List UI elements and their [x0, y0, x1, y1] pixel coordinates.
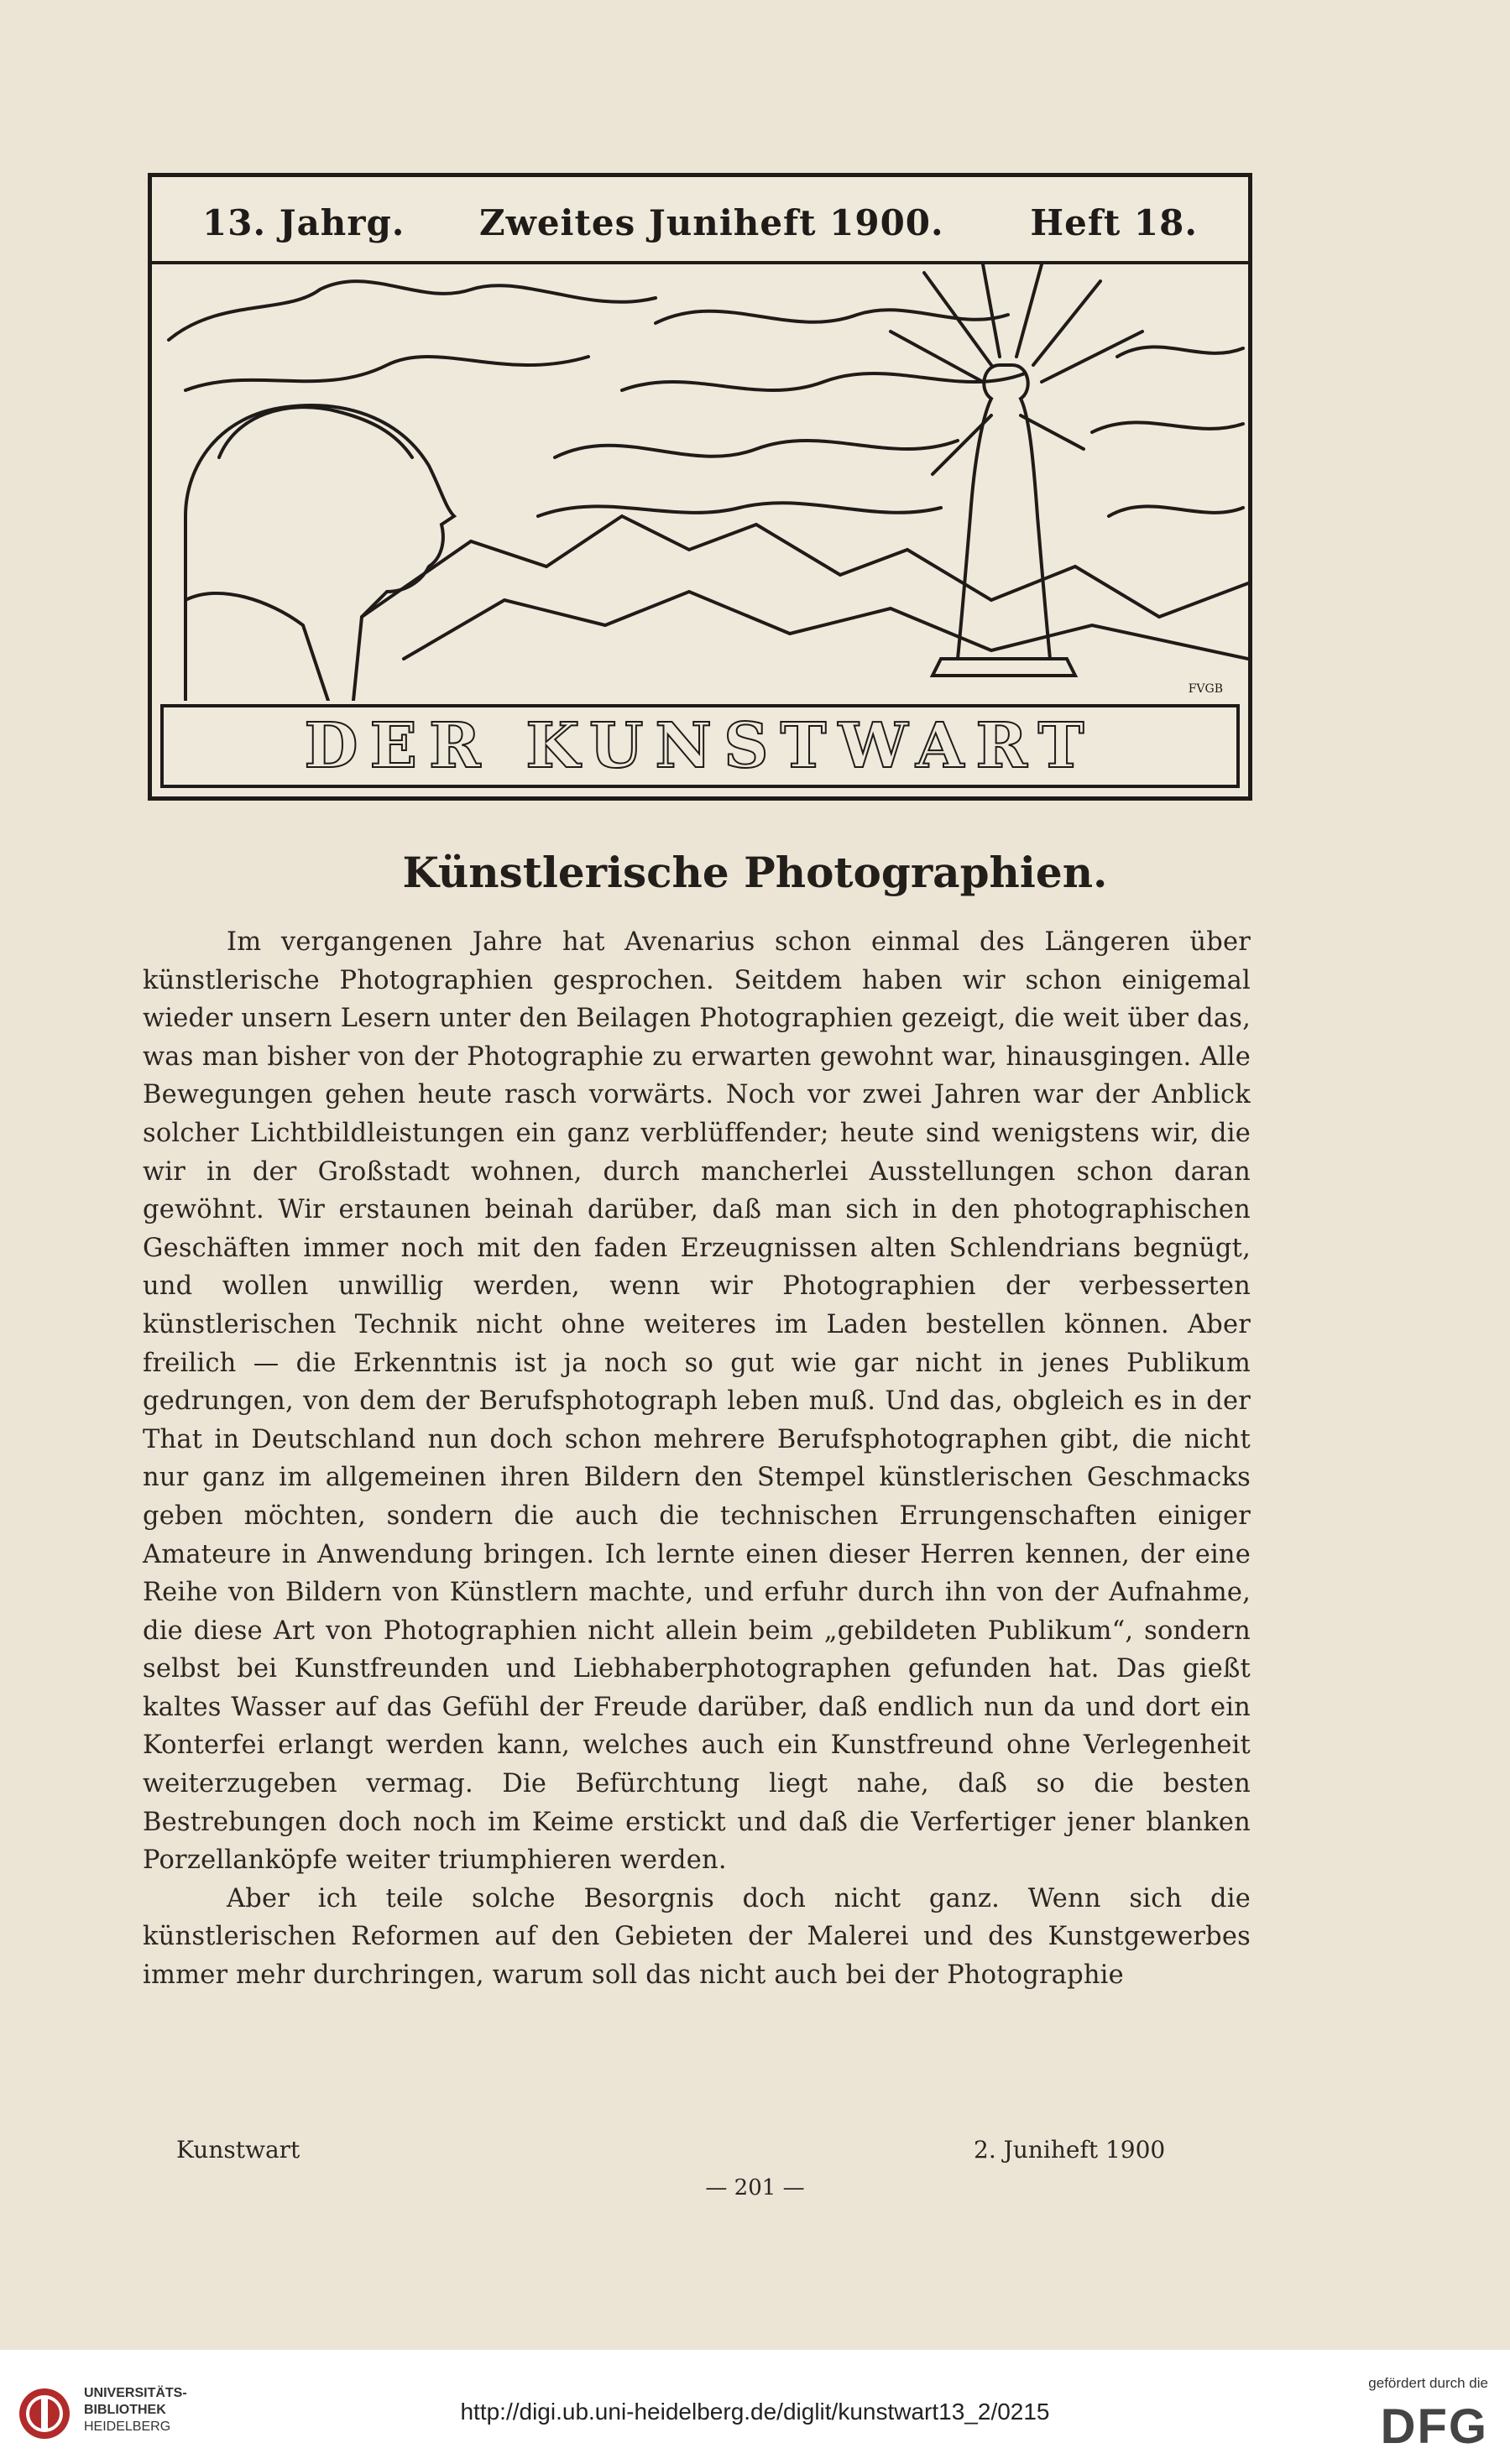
mountain-range: [404, 592, 1248, 659]
cloud-line: [185, 357, 588, 390]
masthead-illustration: [152, 264, 1248, 701]
permalink-url[interactable]: http://digi.ub.uni-heidelberg.de/diglit/kunstwart13_2/0215: [460, 2399, 1050, 2425]
article-paragraph: Im vergangenen Jahre hat Avenarius schon einmal des Längeren über künstlerische Photographien gesprochen. Seitdem haben wir schon einigemal wieder unsern Lesern unter den Beilagen Photographien gezeigt, die weit über das, was man bisher von der Photographie zu erwarten gewohnt war, hinausgingen. Alle Bewegungen gehen heute rasch vorwärts. Noch vor zwei Jahren war der Anblick solcher Lichtbildleistungen ein ganz verblüffender; heute sind wenigstens wir, die wir in der Großstadt wohnen, durch mancherlei Ausstellungen schon daran gewöhnt. Wir erstaunen beinah darüber, daß man sich in den photographischen Geschäften immer noch mit den faden Erzeugnissen alten Schlendrians begnügt, und wollen unwillig werden, wenn wir Photographien der verbesserten künstlerischen Technik nicht ohne weiteres im Laden bestellen können. Aber freilich — die Erkenntnis ist ja noch so gut wie gar nicht in jenes Publikum gedrungen, von dem der Berufsphotograph leben muß. Und das, obgleich es in der That in Deutschland nun doch schon mehrere Berufsphotographen gibt, die nicht nur ganz im allgemeinen ihren Bildern den Stempel künstlerischen Geschmacks geben möchten, sondern die auch die technischen Errungenschaften einiger Amateure in Anwendung bringen. Ich lernte einen dieser Herren kennen, der eine Reihe von Bildern von Künstlern machte, und erfuhr durch ihn von der Aufnahme, die diese Art von Photographien nicht allein beim „gebildeten Publikum“, sondern selbst bei Kunstfreunden und Liebhaberphotographen gefunden hat. Das gießt kaltes Wasser auf das Gefühl der Freude darüber, daß endlich nun da und dort ein Konterfei erlangt werden kann, welches auch ein Kunstfreund ohne Verlegenheit weiterzugeben vermag. Die Befürchtung liegt nahe, daß so die besten Bestrebungen doch noch im Keime erstickt und daß die Verfertiger jener blanken Porzellanköpfe weiter triumphieren werden.: [143, 927, 1251, 1876]
article-title: Künstlerische Photographien.: [402, 848, 1108, 897]
cloud-line: [622, 373, 1025, 390]
artist-monogram: FVGB: [1188, 682, 1223, 696]
man-profile: [185, 405, 454, 701]
mountain-range: [362, 516, 1248, 617]
cloud-line: [1092, 422, 1243, 432]
cloud-line: [169, 281, 656, 340]
library-name-line: BIBLIOTHEK: [84, 2403, 166, 2417]
library-name-line: HEIDELBERG: [84, 2420, 171, 2434]
journal-title: DER KUNSTWART: [304, 710, 1096, 782]
masthead-issue-bar: [152, 177, 1248, 264]
library-name-line: UNIVERSITÄTS-: [84, 2386, 187, 2400]
issue-year: 13. Jahrg.: [202, 202, 405, 243]
article-paragraph: Aber ich teile solche Besorgnis doch nicht ganz. Wenn sich die künstlerischen Reformen auf den Gebieten der Malerei und des Kunstgewerbes immer mehr durchringen, warum soll das nicht auch bei der Photographie: [143, 1883, 1251, 1991]
man-hair: [219, 407, 412, 457]
cloud-line: [555, 441, 958, 457]
cloud-line: [1117, 347, 1243, 357]
issue-number: Heft 18.: [1030, 202, 1198, 243]
allegorical-figure: [958, 365, 1050, 659]
footer-journal-name: Kunstwart: [176, 2136, 300, 2164]
viewer-footer-bar: [0, 2350, 1510, 2464]
man-collar: [185, 593, 328, 701]
cloud-line: [1109, 506, 1243, 516]
masthead: [148, 173, 1252, 801]
figure-base: [933, 659, 1075, 676]
journal-title-banner: [160, 704, 1240, 788]
footer-issue-date: 2. Juniheft 1900: [974, 2136, 1166, 2164]
dfg-logo: DFG: [1380, 2399, 1488, 2454]
page-number: — 201 —: [705, 2175, 805, 2200]
cloud-line: [538, 503, 941, 516]
funding-caption: gefördert durch die: [1368, 2375, 1488, 2391]
issue-title: Zweites Juniheft 1900.: [479, 202, 944, 243]
article-body: [143, 923, 1251, 1995]
figure-arms: [933, 415, 1084, 474]
